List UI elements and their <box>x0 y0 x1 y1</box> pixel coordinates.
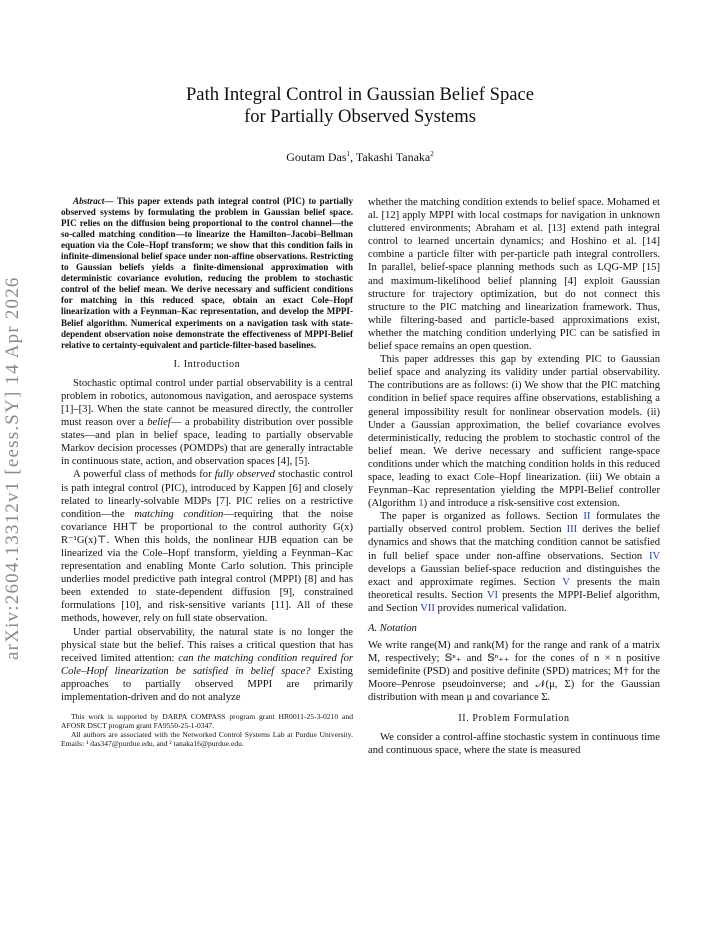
intro-paragraph-2: A powerful class of methods for fully observed stochastic control is path integral control (PIC), introduced by Kappen [6] and closely related to linearly-solvable MDPs [7]. PIC relies on a restrictive condition—the matching condition—requiring that the noise covariance HH⊤ be proportional to the control authority G(x) R⁻¹G(x)⊤. When this holds, the nonlinear HJB equation can be linearized via the Cole–Hopf transform, yielding a Feynman–Kac representation and enabling Monte Carlo solution. This principle underlies model predictive path integral control (MPPI) [8] and has been extended to state-dependent diffusion [9], constrained formulations [10], and risk-sensitive variants [11]. All of these methods, however, rely on full state observation. <box>61 469 354 625</box>
intro-paragraph-3: Under partial observability, the natural state is no longer the physical state but the belief. This raises a critical question that has received limited attention: can the matching condition required for Cole–Hopf linearization be satisfied in belief space? Existing approaches to partially observed MPPI are primarily implementation-driven and do not analyze <box>61 626 353 703</box>
arxiv-sidebar-stamp: arXiv:2604.13312v1 [eess.SY] 14 Apr 2026 <box>2 276 23 660</box>
abstract-body: — This paper extends path integral control (PIC) to partially observed systems by formulating the problem in Gaussian belief space. PIC relies on the diffusion being proportional to the control channel—the so-called matching condition—to linearize the Hamilton–Jacobi–Bellman equation via the Cole–Hopf transform; we show that this condition fails in infinite-dimensional belief space under non-affine observations. Restricting to Gaussian beliefs yields a finite-dimensional approximation with deterministic covariance evolution, reducing the problem to stochastic control of the belief mean. We derive necessary and sufficient conditions for matching in this reduced space, obtain an exact Cole–Hopf linearization with a Feynman–Kac representation, and develop the MPPI-Belief algorithm. Numerical experiments on a navigation task with state-dependent observation noise demonstrate the effectiveness of MPPI-Belief relative to certainty-equivalent and particle-filter-based baselines. <box>61 196 353 350</box>
footnote-affiliation: All authors are associated with the Networked Control Systems Lab at Purdue University. Emails: ¹ das347@purdue.edu, and ² tanaka16@purdue.edu. <box>61 730 353 749</box>
abstract-lead: Abstract <box>73 196 105 206</box>
notation-paragraph: We write range(M) and rank(M) for the range and rank of a matrix M, respectively; 𝕊ⁿ₊ and 𝕊ⁿ₊₊ for the cones of n × n positive semidefinite (PSD) and positive definite (SPD) matrices; M† for the Moore–Penrose pseudoinverse; and 𝒩(μ, Σ) for the Gaussian distribution with mean μ and covariance Σ. <box>368 640 660 704</box>
contributions-paragraph: This paper addresses this gap by extending PIC to Gaussian belief space and analyzing its validity under partial observability. The contributions are as follows: (i) We show that the PIC matching condition in belief space requires affine observations, establishing a general impossibility result for nonlinear observation models. (ii) Under a Gaussian approximation, the belief covariance evolves deterministically, reducing the problem to stochastic control of the belief mean. We derive necessary and sufficient range-space conditions under which the matching condition holds in this reduced space, leading to exact Cole–Hopf linearization. (iii) We obtain a Feynman–Kac representation yielding the MPPI-Belief controller (Algorithm 1) and introduce a risk-sensitive cost extension. <box>368 354 660 510</box>
section-heading-introduction: I. Introduction <box>173 358 241 370</box>
footnote-funding: This work is supported by DARPA COMPASS program grant HR0011-25-3-0210 and AFOSR DSCT program grant FA9550-25-1-0347. <box>61 712 353 731</box>
section-heading-problem-formulation: II. Problem Formulation <box>458 712 570 724</box>
section-ref-v[interactable]: V <box>562 576 570 588</box>
section-ref-vii[interactable]: VII <box>420 602 435 614</box>
left-column <box>61 196 353 748</box>
title-line-1: Path Integral Control in Gaussian Belief Space <box>185 84 535 105</box>
author-2-affil: 2 <box>430 150 434 158</box>
algorithm-ref-link[interactable]: 1 <box>418 498 424 510</box>
author-1: Goutam Das <box>286 150 347 164</box>
abstract <box>61 196 353 351</box>
author-2: Takashi Tanaka <box>355 150 431 164</box>
section-ref-vi[interactable]: VI <box>486 589 499 601</box>
author-1-affil: 1 <box>346 150 351 158</box>
paper-title <box>0 84 720 128</box>
intro-paragraph-1: Stochastic optimal control under partial observability is a central problem in robotics, autonomous navigation, and aerospace systems [1]–[3]. When the state cannot be measured directly, the controller must reason over a belief— a probability distribution over possible states—and plan in belief space, leading to partially observable Markov decision processes (POMDPs) that are generally intractable in continuous state, action, and observation spaces [4], [5]. <box>61 377 353 468</box>
right-paragraph-1: whether the matching condition extends to belief space. Mohamed et al. [12] apply MPPI with local costmaps for navigation in unknown cluttered environments; Abraham et al. [13] extend path integral control to learned uncertain dynamics; and Hoshino et al. [14] combine a particle filter with per-particle path integral controllers. In parallel, belief-space planning methods such as LQG-MP [15] and maximum-likelihood belief planning [4] exploit Gaussian structure for trajectory optimization, but do not connect this structure to the PIC matching and linearization framework. Thus, while filtering-based and particle-based approximations exist, whether the matching condition underlying PIC can be satisfied in belief space remains an open question. <box>368 197 660 353</box>
footnote <box>61 712 353 748</box>
organization-paragraph: The paper is organized as follows. Section II formulates the partially observed control problem. Section III derives the belief dynamics and shows that the matching condition cannot be satisfied in full belief space under non-affine observations. Section IV develops a Gaussian belief-space reduction and distinguishes the exact and approximate regimes. Section V presents the main theoretical results. Section VI presents the MPPI-Belief algorithm, and Section VII provides numerical validation. <box>368 511 660 614</box>
problem-formulation-paragraph: We consider a control-affine stochastic system in continuous time and continuous space, where the state is measured <box>368 731 660 756</box>
author-list <box>0 150 720 165</box>
title-line-2: for Partially Observed Systems <box>244 106 476 127</box>
right-column <box>368 196 660 757</box>
section-ref-iv[interactable]: IV <box>649 550 660 562</box>
subsection-heading-notation: A. Notation <box>368 623 417 634</box>
author-separator: , <box>350 150 356 164</box>
section-ref-iii[interactable]: III <box>566 524 578 536</box>
section-ref-ii[interactable]: II <box>583 511 591 523</box>
